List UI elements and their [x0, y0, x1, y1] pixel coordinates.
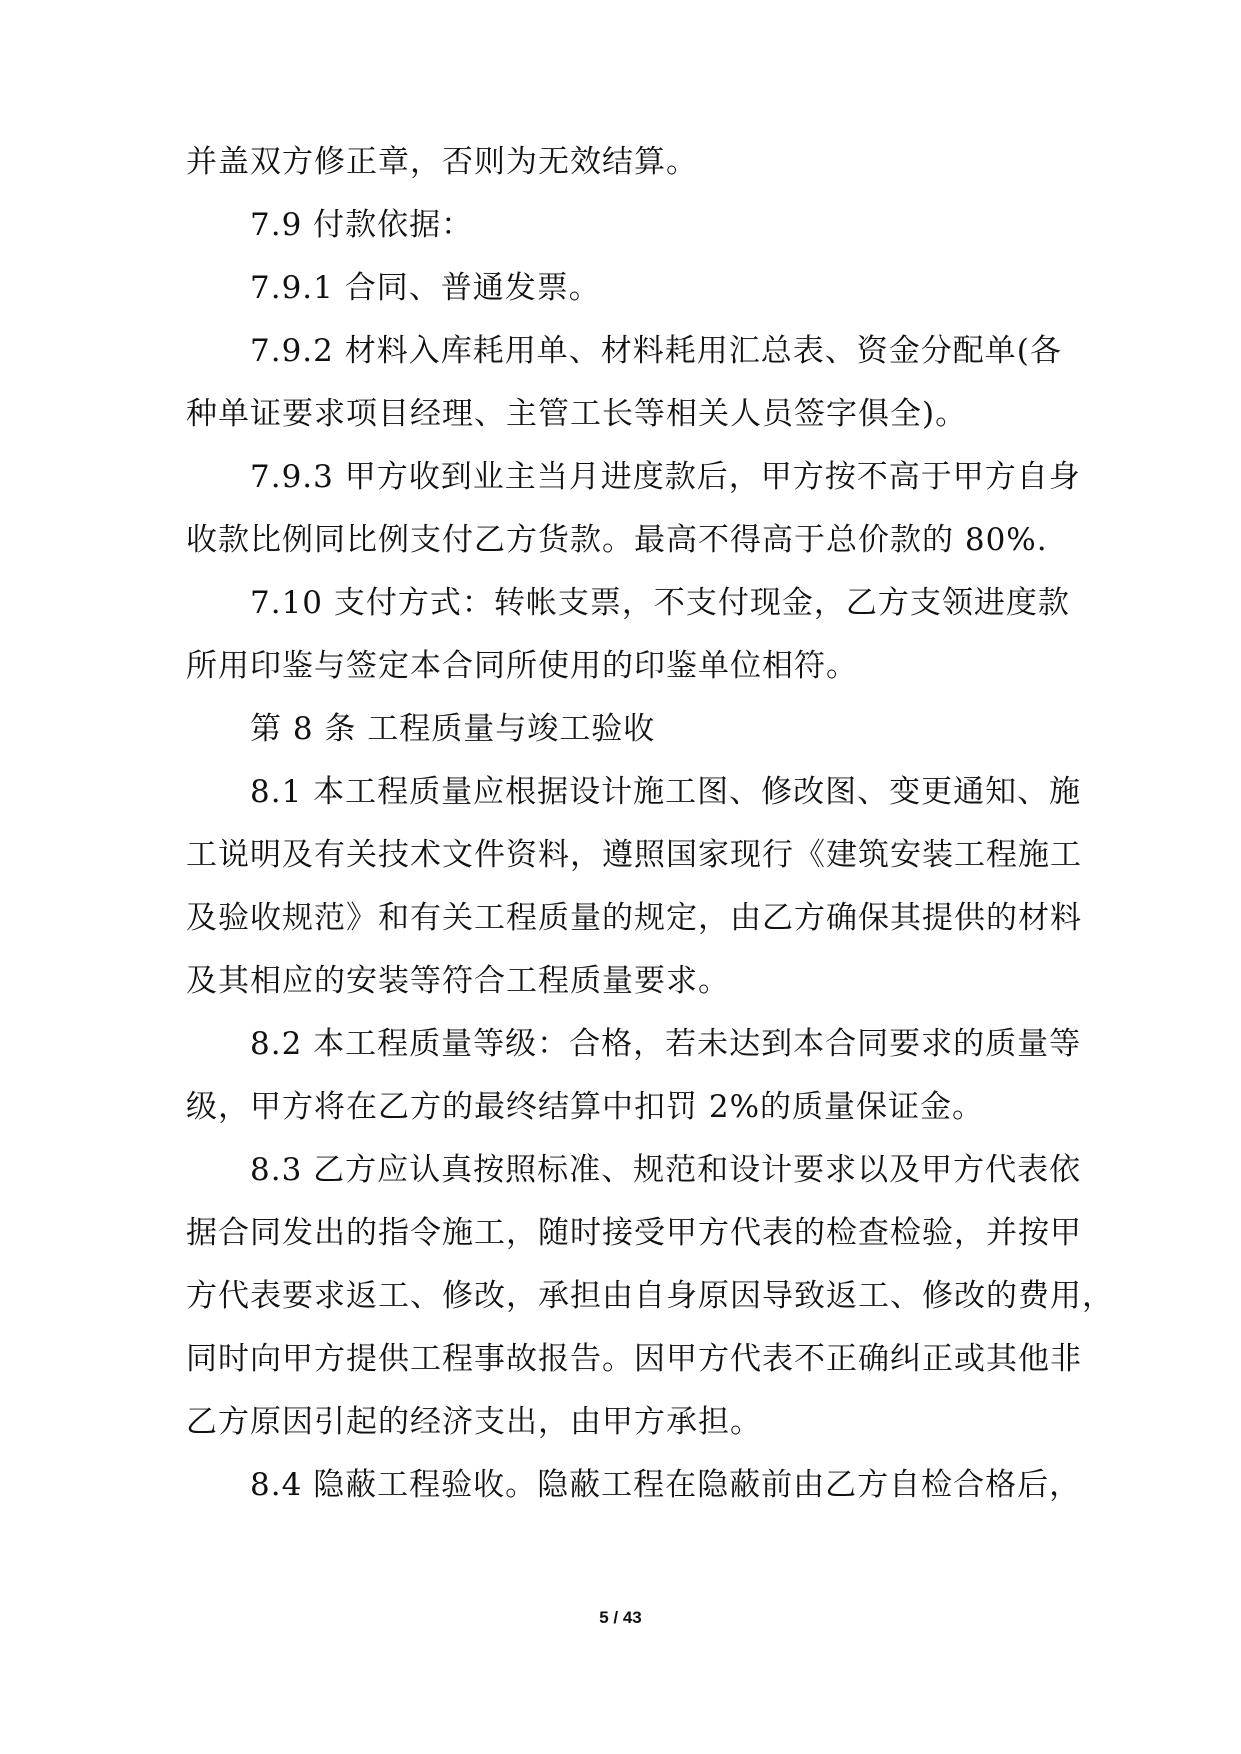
text-line: 乙方原因引起的经济支出，由甲方承担。 [186, 1404, 762, 1440]
text-line: 8.2 本工程质量等级：合格，若未达到本合同要求的质量等 [250, 1026, 1082, 1062]
page-number: 5 / 43 [599, 1608, 642, 1627]
text-line: 8.3 乙方应认真按照标准、规范和设计要求以及甲方代表依 [250, 1152, 1082, 1188]
text-line: 据合同发出的指令施工，随时接受甲方代表的检查检验，并按甲 [186, 1215, 1082, 1251]
text-line: 7.9 付款依据： [250, 207, 474, 243]
text-line: 8.1 本工程质量应根据设计施工图、修改图、变更通知、施 [250, 774, 1082, 810]
text-line: 及其相应的安装等符合工程质量要求。 [186, 963, 730, 999]
text-line: 7.9.1 合同、普通发票。 [250, 270, 601, 306]
text-line: 级，甲方将在乙方的最终结算中扣罚 2%的质量保证金。 [186, 1089, 985, 1125]
text-line: 收款比例同比例支付乙方货款。最高不得高于总价款的 80%. [186, 522, 1048, 558]
text-line: 工说明及有关技术文件资料，遵照国家现行《建筑安装工程施工 [186, 837, 1082, 873]
text-line: 并盖双方修正章，否则为无效结算。 [186, 144, 698, 180]
text-line: 种单证要求项目经理、主管工长等相关人员签字俱全)。 [186, 396, 968, 432]
text-line: 同时向甲方提供工程事故报告。因甲方代表不正确纠正或其他非 [186, 1341, 1082, 1377]
text-line: 方代表要求返工、修改，承担由自身原因导致返工、修改的费用， [186, 1278, 1114, 1314]
section-heading: 第 8 条 工程质量与竣工验收 [250, 711, 656, 747]
text-line: 及验收规范》和有关工程质量的规定，由乙方确保其提供的材料 [186, 900, 1082, 936]
text-line: 7.9.2 材料入库耗用单、材料耗用汇总表、资金分配单(各 [250, 333, 1062, 369]
text-line: 7.9.3 甲方收到业主当月进度款后，甲方按不高于甲方自身 [250, 459, 1081, 495]
text-line: 7.10 支付方式：转帐支票，不支付现金，乙方支领进度款 [250, 585, 1070, 621]
text-line: 所用印鉴与签定本合同所使用的印鉴单位相符。 [186, 648, 858, 684]
text-line: 8.4 隐蔽工程验收。隐蔽工程在隐蔽前由乙方自检合格后， [250, 1467, 1082, 1503]
